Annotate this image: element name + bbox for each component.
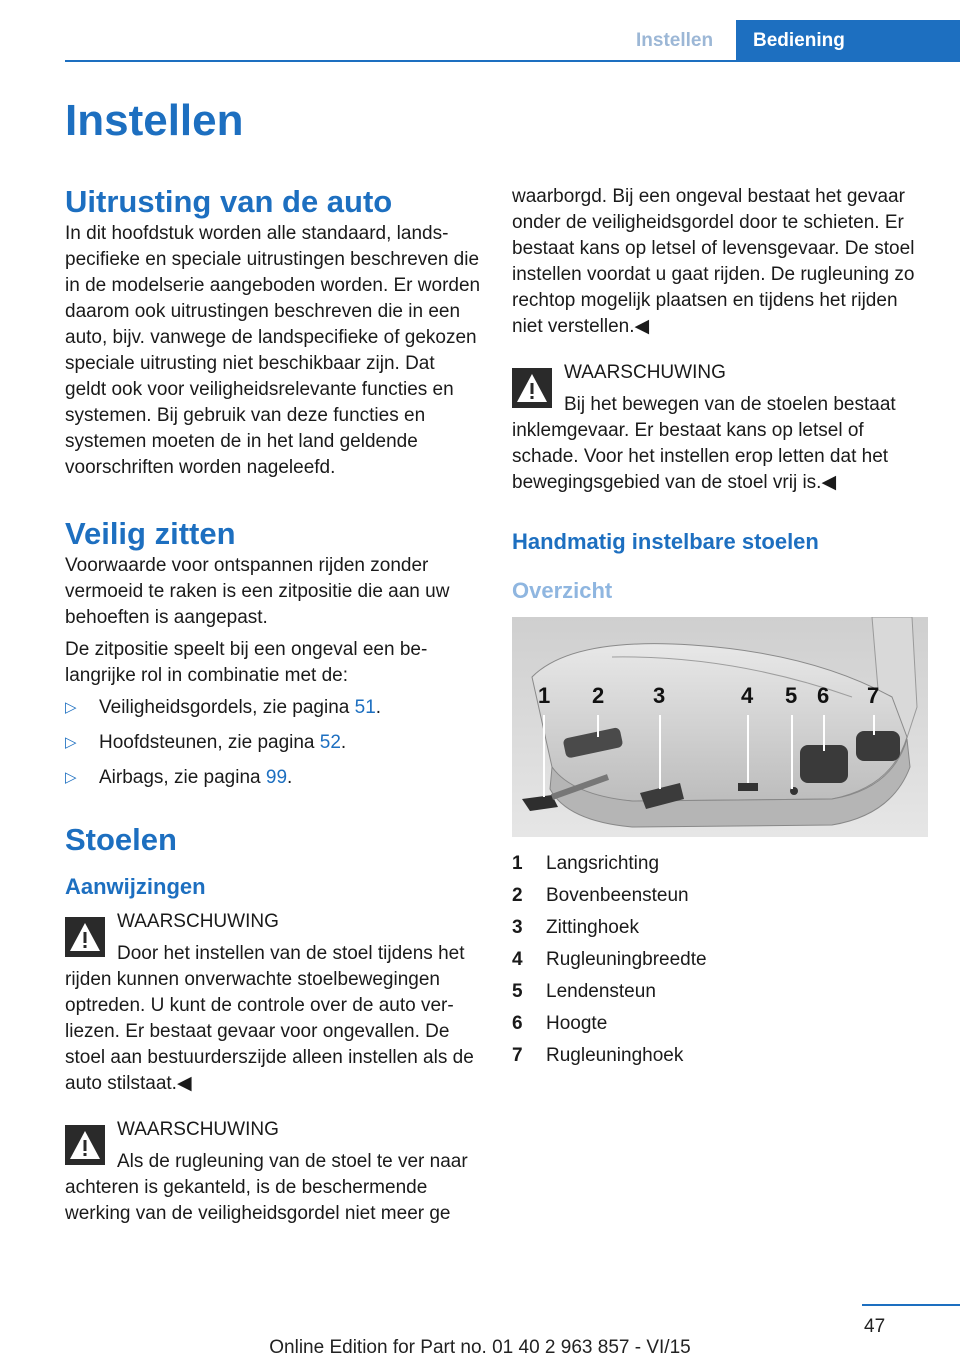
warning-text: Door het instellen van de stoel tijdens het rijden kunnen onverwachte stoelbewegingen optreden. U kunt de controle over de auto verliezen. Er bestaat gevaar voor ongevallen. De stoel aan bestuurderszijde alleen instellen als de auto stilstaat.◀ (65, 943, 474, 1094)
warning-label: WAARSCHUWING (564, 362, 726, 383)
warning-label: WAARSCHUWING (117, 911, 279, 932)
page-number: 47 (864, 1316, 886, 1337)
warning-text: Als de rugleuning van de stoel te ver naar achteren is gekanteld, is de beschermende werking van de veiligheidsgordel niet meer ge (65, 1151, 468, 1224)
heading-notes: Aanwijzingen (65, 874, 206, 899)
header-rule (65, 60, 960, 62)
list-item: ▷ Hoofdsteunen, zie pagina 52. (65, 730, 481, 756)
list-item: ▷ Veiligheidsgordels, zie pagina 51. (65, 695, 481, 721)
chapter-tab: Bediening (736, 20, 960, 62)
heading-seats: Stoelen (65, 822, 177, 857)
paragraph-sitting-1: Voorwaarde voor ontspannen rijden zonder vermoeid te raken is een zitpositie die aan uw behoeften is aangepast. (65, 555, 450, 628)
warning-icon (65, 1125, 105, 1165)
callout-number: 6 (817, 683, 830, 708)
figure-legend (512, 851, 928, 1075)
heading-overview: Overzicht (512, 578, 613, 603)
list-item: ▷ Airbags, zie pagina 99. (65, 765, 481, 791)
section-tab: Instellen (636, 30, 714, 51)
legend-row: 4 Rugleuningbreedte (512, 949, 707, 970)
legend-row: 1 Langsrichting (512, 853, 660, 874)
triangle-bullet-icon: ▷ (65, 699, 77, 716)
warning-icon (512, 368, 552, 408)
reference-list (65, 695, 481, 791)
warning-text: Bij het bewegen van de stoelen bestaat inklemgevaar. Er bestaat kans op letsel of schade. Voor het instellen erop letten dat het bewegingsgebied van de stoel vrij is.◀ (512, 394, 896, 493)
paragraph-sitting-2: De zitpositie speelt bij een ongeval een belangrijke rol in combinatie met de: (65, 639, 428, 686)
heading-safe-sitting: Veilig zitten (65, 516, 236, 551)
left-column (65, 183, 481, 1227)
warning-label: WAARSCHUWING (117, 1119, 279, 1140)
callout-number: 2 (592, 683, 605, 708)
legend-row: 5 Lendensteun (512, 981, 656, 1002)
warning-block-1 (65, 909, 481, 1097)
page-link-51[interactable]: 51 (354, 697, 376, 718)
page-title: Instellen (65, 96, 244, 145)
triangle-bullet-icon: ▷ (65, 734, 77, 751)
seat-controls-figure (512, 617, 928, 837)
legend-row: 7 Rugleuninghoek (512, 1045, 684, 1066)
triangle-bullet-icon: ▷ (65, 769, 77, 786)
legend-row: 2 Bovenbeensteun (512, 885, 689, 906)
page-header (0, 0, 960, 62)
page-link-52[interactable]: 52 (319, 732, 341, 753)
seat-illustration (512, 617, 928, 837)
warning-continuation: waarborgd. Bij een ongeval bestaat het gevaar onder de veiligheidsgordel door te schieten. Er bestaat kans op letsel of levensgevaar. De stoel instellen voordat u gaat rijden. De rugleuning zo rechtop mogelijk plaatsen en tijdens het rijden niet verstellen.◀ (512, 186, 915, 337)
legend-row: 3 Zittinghoek (512, 917, 639, 938)
warning-icon (65, 917, 105, 957)
heading-equipment: Uitrusting van de auto (65, 184, 393, 219)
legend-row: 6 Hoogte (512, 1013, 608, 1034)
callout-number: 3 (653, 683, 666, 708)
callout-number: 5 (785, 683, 798, 708)
warning-block-2 (65, 1117, 481, 1227)
callout-number: 4 (741, 683, 754, 708)
paragraph-equipment: In dit hoofdstuk worden alle standaard, landspecifieke en speciale uitrustingen beschreven die in de modelserie aangeboden worden. Er worden daarom ook uitrustingen beschreven die in een auto, bijv. vanwege de landspecifieke of gekozen speciale uitrusting niet beschikbaar zijn. Dat geldt ook voor veiligheidsrelevante functies en systemen. Bij gebruik van deze functies en systemen moeten de in het land geldende voorschriften worden nageleefd. (65, 223, 481, 478)
heading-manual-seats: Handmatig instelbare stoelen (512, 529, 819, 554)
footer-rule (862, 1304, 960, 1306)
page-link-99[interactable]: 99 (265, 767, 288, 788)
edition-footer: Online Edition for Part no. 01 40 2 963 857 - VI/15 (269, 1337, 691, 1358)
callout-number: 7 (867, 683, 880, 708)
right-column (512, 184, 928, 1075)
callout-number: 1 (538, 683, 551, 708)
warning-block-3 (512, 360, 928, 496)
